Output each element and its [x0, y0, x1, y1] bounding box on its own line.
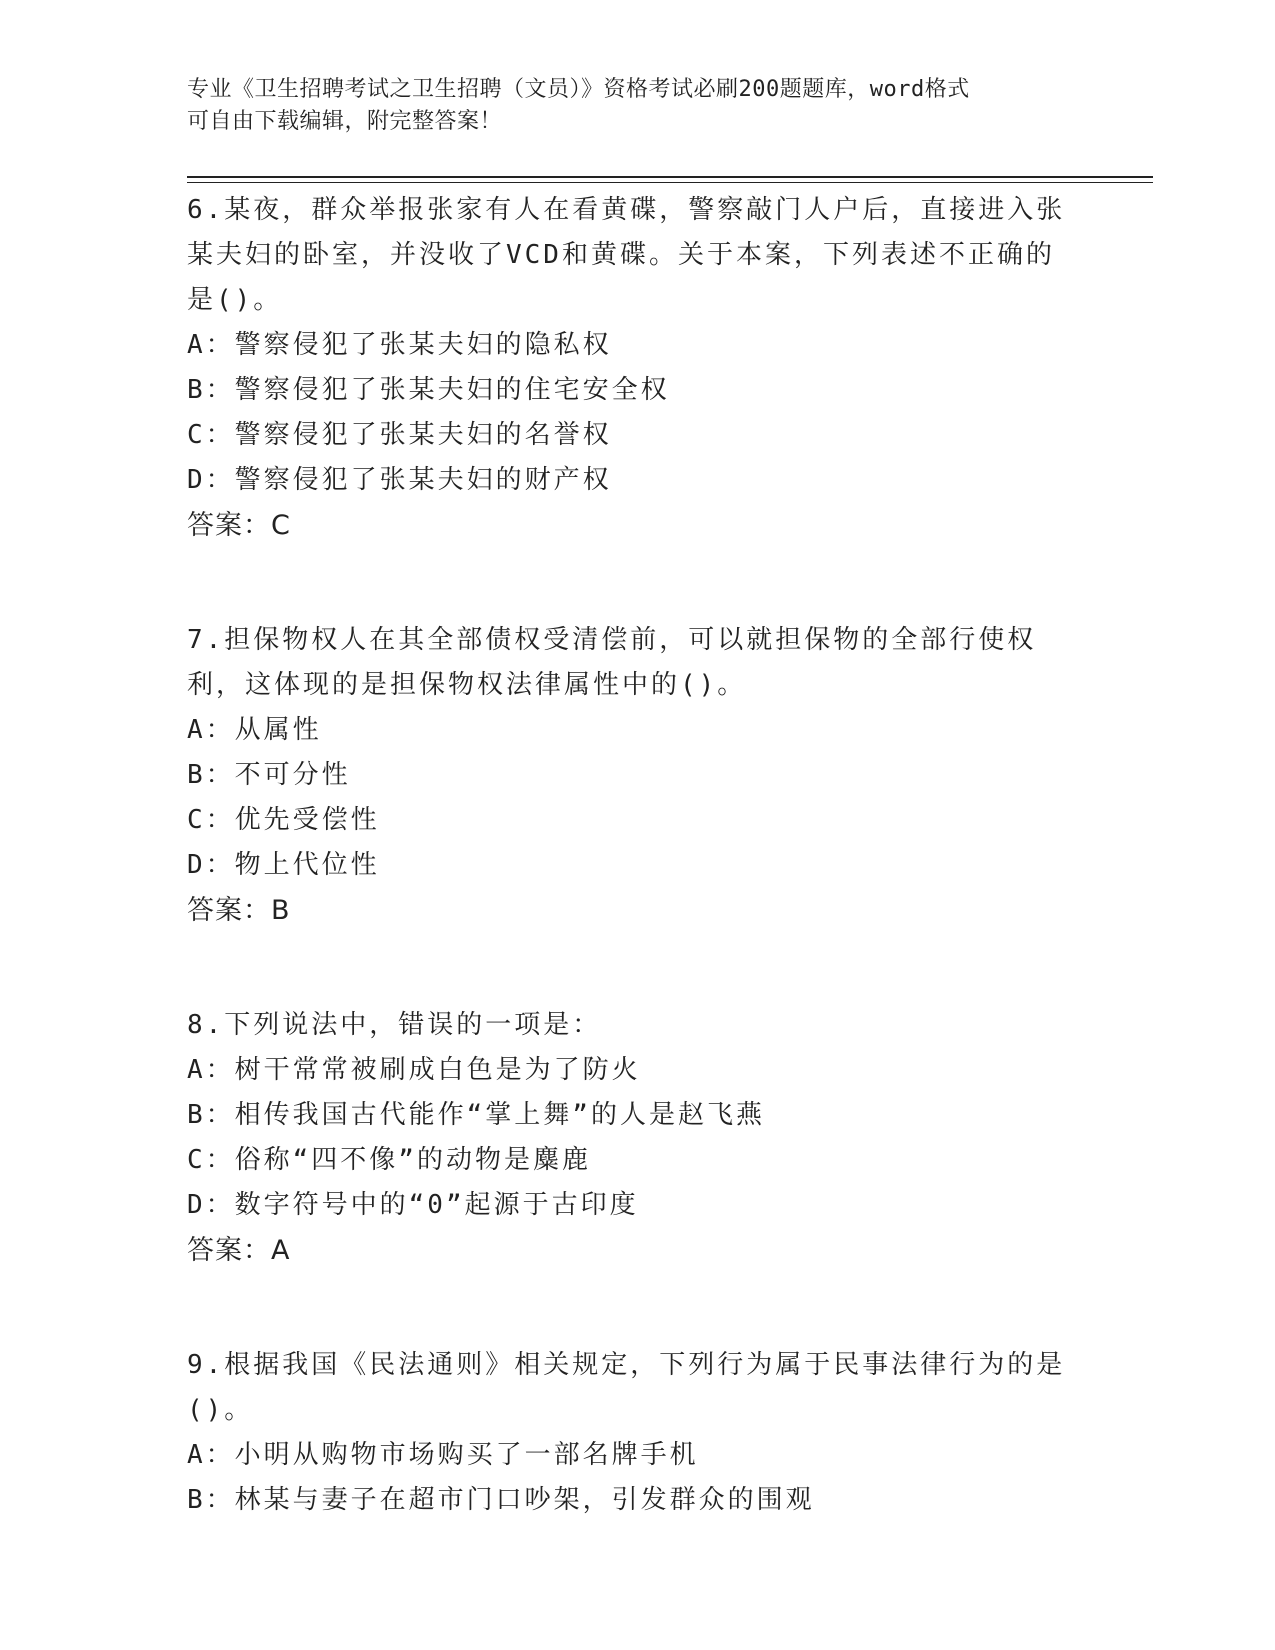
- option-d: D：数字符号中的“0”起源于古印度: [187, 1190, 639, 1220]
- question-7: [187, 618, 1067, 933]
- option-c: C：俗称“四不像”的动物是麋鹿: [187, 1145, 591, 1175]
- question-stem: 8.下列说法中，错误的一项是：: [187, 1010, 602, 1040]
- question-9: [187, 1343, 1067, 1523]
- answer-line: 答案：C: [187, 510, 291, 541]
- question-8: [187, 1003, 1067, 1273]
- question-spacer: [187, 1273, 1067, 1343]
- option-c: C：警察侵犯了张某夫妇的名誉权: [187, 420, 612, 450]
- header-divider-thick: [187, 176, 1153, 178]
- option-b: B：不可分性: [187, 760, 351, 790]
- option-d: D：物上代位性: [187, 850, 380, 880]
- question-spacer: [187, 933, 1067, 1003]
- option-b: B：相传我国古代能作“掌上舞”的人是赵飞燕: [187, 1100, 765, 1130]
- option-d: D：警察侵犯了张某夫妇的财产权: [187, 465, 612, 495]
- question-stem: 7.担保物权人在其全部债权受清偿前，可以就担保物的全部行使权利，这体现的是担保物权法律属性中的()。: [187, 625, 1037, 700]
- option-a: A：树干常常被刷成白色是为了防火: [187, 1055, 641, 1085]
- header-line-1: 专业《卫生招聘考试之卫生招聘（文员）》资格考试必刷200题题库，word格式: [187, 77, 970, 102]
- header-line-2: 可自由下载编辑，附完整答案！: [187, 109, 503, 134]
- question-6: [187, 188, 1067, 548]
- option-a: A：警察侵犯了张某夫妇的隐私权: [187, 330, 612, 360]
- answer-line: 答案：A: [187, 1235, 291, 1266]
- option-b: B：警察侵犯了张某夫妇的住宅安全权: [187, 375, 670, 405]
- option-b: B：林某与妻子在超市门口吵架，引发群众的围观: [187, 1485, 815, 1515]
- option-a: A：从属性: [187, 715, 322, 745]
- question-list: [187, 188, 1067, 1523]
- question-stem: 9.根据我国《民法通则》相关规定，下列行为属于民事法律行为的是()。: [187, 1350, 1066, 1425]
- question-spacer: [187, 548, 1067, 618]
- option-a: A：小明从购物市场购买了一部名牌手机: [187, 1440, 699, 1470]
- option-c: C：优先受偿性: [187, 805, 380, 835]
- header-divider-thin: [187, 182, 1153, 183]
- question-stem: 6.某夜，群众举报张家有人在看黄碟，警察敲门人户后，直接进入张某夫妇的卧室，并没收了VCD和黄碟。关于本案，下列表述不正确的是()。: [187, 195, 1066, 315]
- document-header: [187, 74, 1087, 138]
- answer-line: 答案：B: [187, 895, 291, 926]
